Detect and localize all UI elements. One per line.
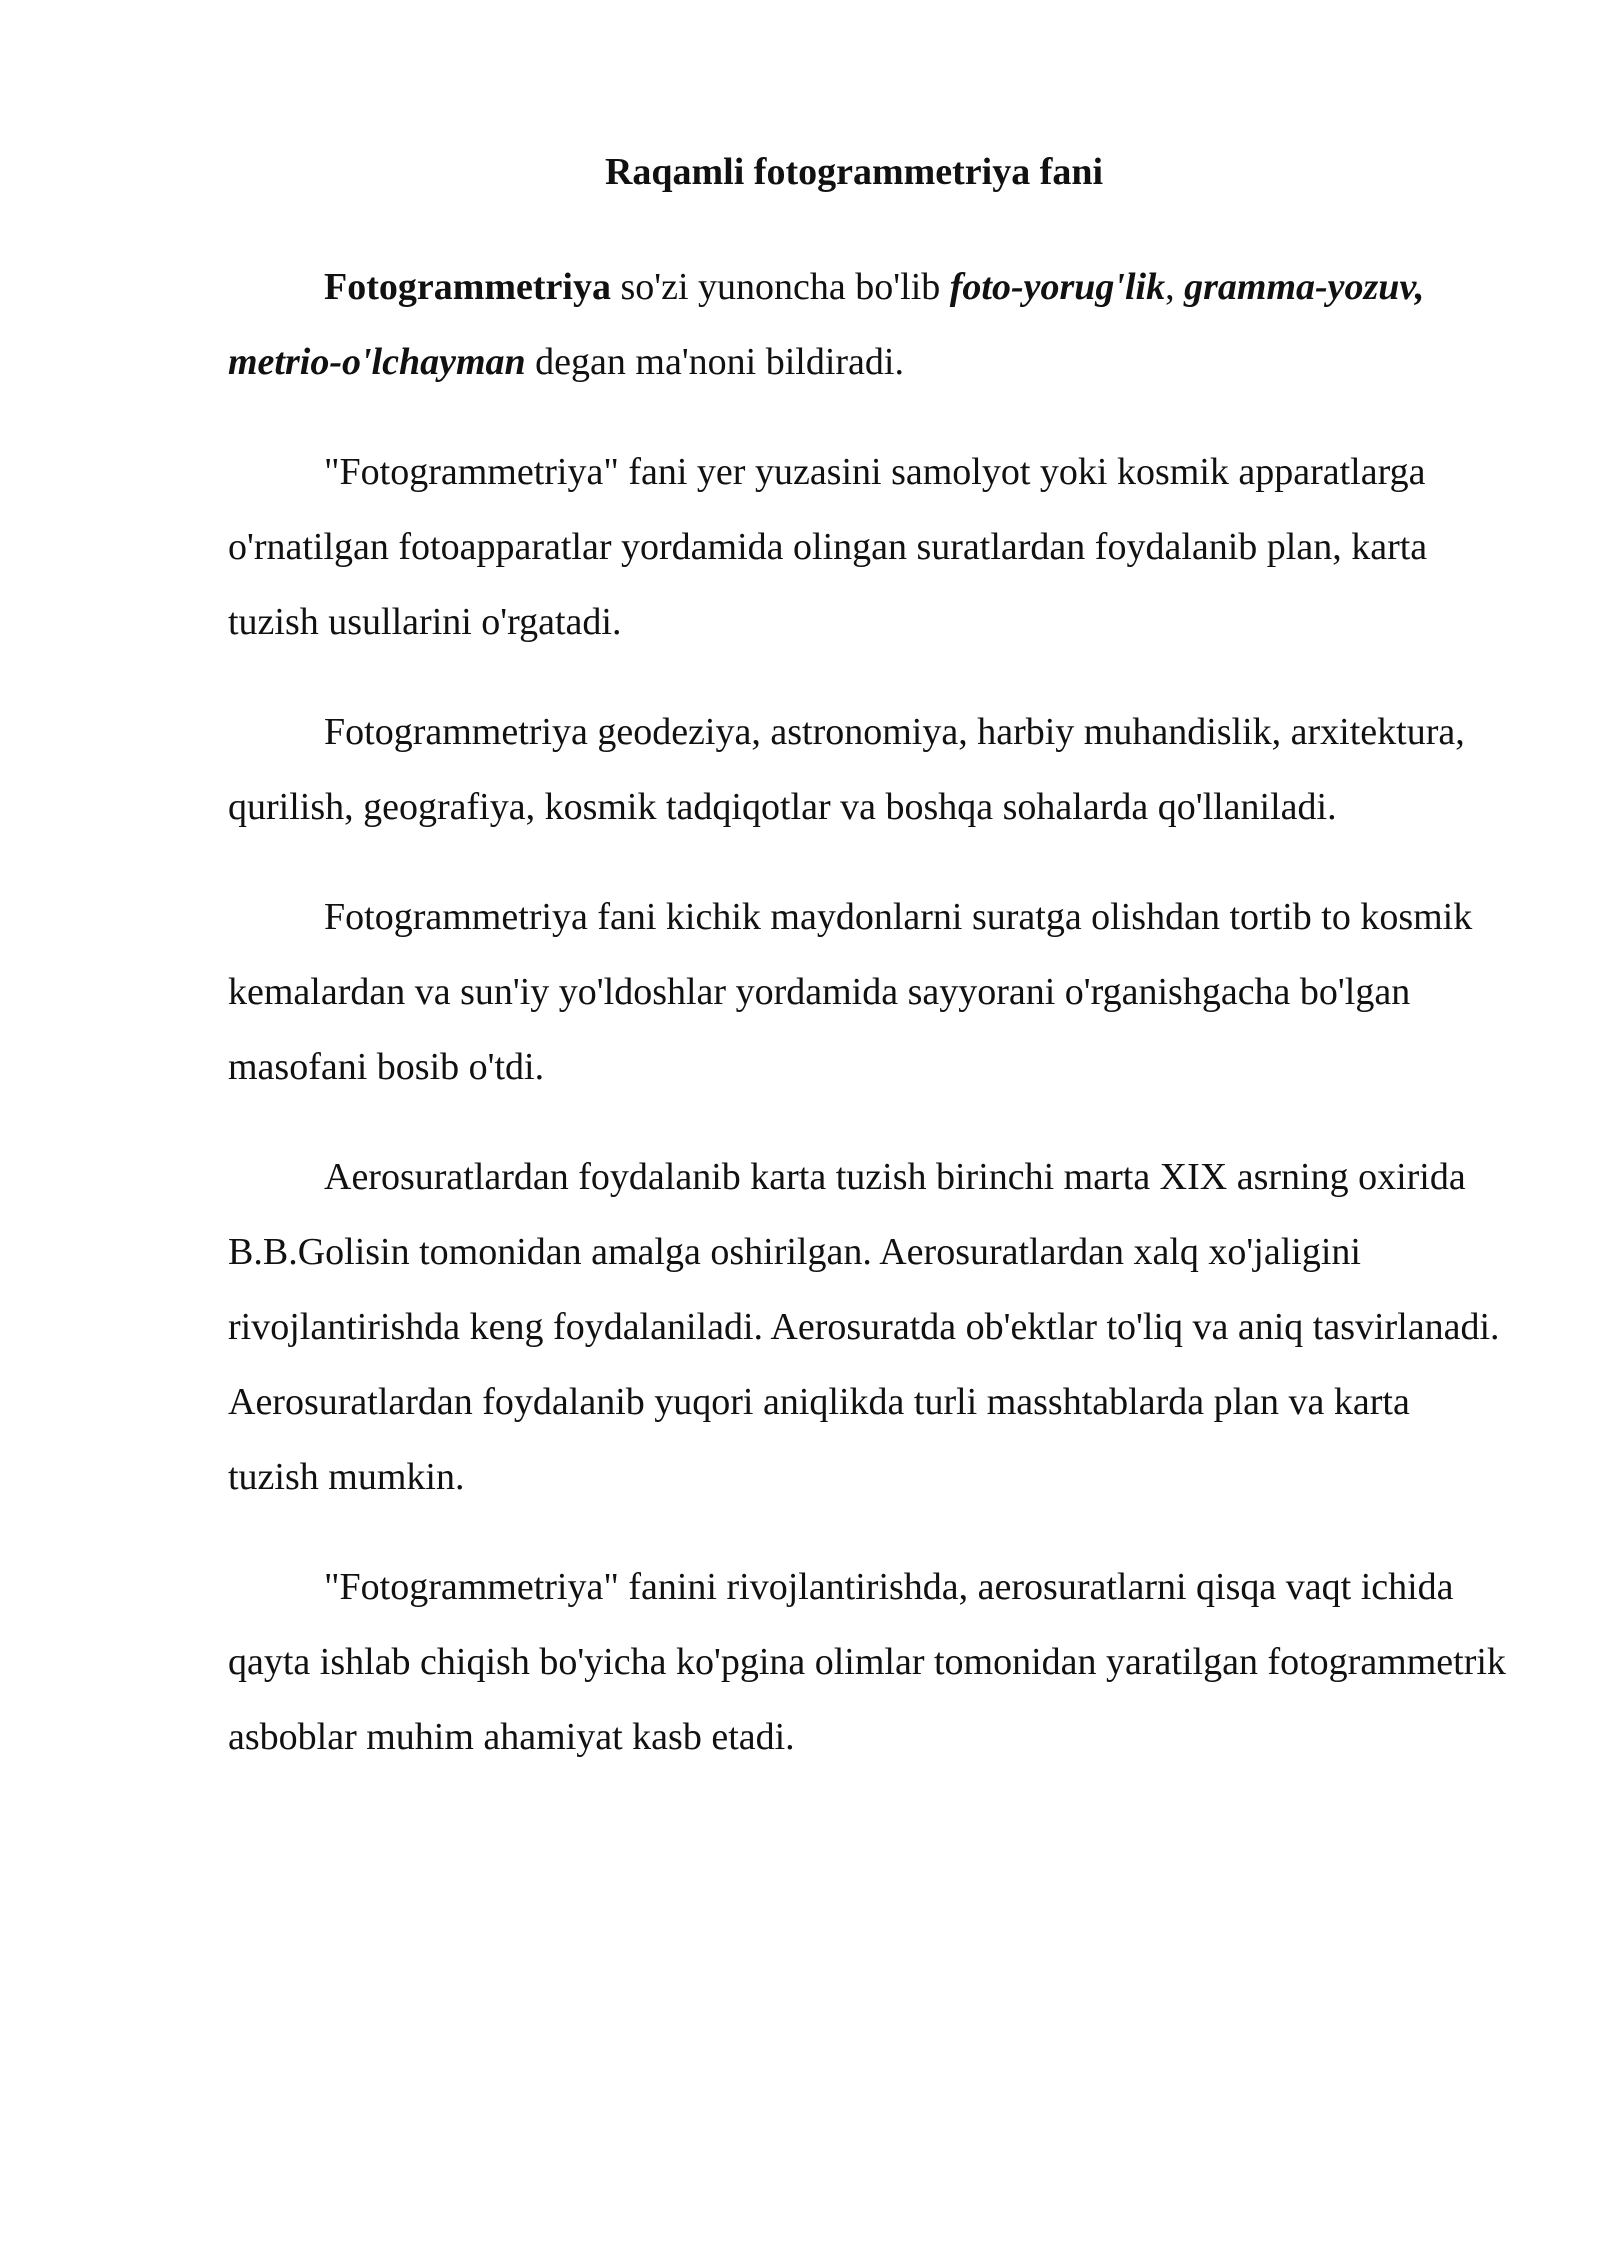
intro-paragraph: [228, 250, 1508, 400]
paragraph-applications: Fotogrammetriya geodeziya, astronomiya, harbiy muhandislik, arxitektura, qurilish, geografiya, kosmik tadqiqotlar va boshqa sohalarda qo'llaniladi.: [228, 710, 1465, 828]
intro-comma: ,: [1165, 265, 1185, 308]
intro-text-2: degan ma'noni bildiradi.: [525, 340, 904, 383]
paragraph-history: Fotogrammetriya fani kichik maydonlarni suratga olishdan tortib to kosmik kemalardan va sun'iy yo'ldoshlar yordamida sayyorani o'rganishgacha bo'lgan masofani bosib o'tdi.: [228, 895, 1473, 1088]
document-title: Raqamli fotogrammetriya fani: [604, 151, 1104, 193]
intro-meaning-1: foto-yorug'lik: [949, 265, 1166, 308]
paragraph-purpose: "Fotogrammetriya" fani yer yuzasini samolyot yoki kosmik apparatlarga o'rnatilgan fotoapparatlar yordamida olingan suratlardan foydalanib plan, karta tuzish usullarini o'rgatadi.: [228, 450, 1428, 643]
paragraph-instruments: "Fotogrammetriya" fanini rivojlantirishda, aerosuratlarni qisqa vaqt ichida qayta ishlab chiqish bo'yicha ko'pgina olimlar tomonidan yaratilgan fotogrammetrik asboblar muhim ahamiyat kasb etadi.: [228, 1565, 1506, 1758]
intro-term: Fotogrammetriya: [324, 265, 611, 308]
intro-meaning-2: gramma-yozuv, metrio-o'lchayman: [228, 265, 1425, 383]
paragraph-aerial-photos: Aerosuratlardan foydalanib karta tuzish birinchi marta XIX asrning oxirida B.B.Golisin tomonidan amalga oshirilgan. Aerosuratlardan xalq xo'jaligini rivojlantirishda keng foydalaniladi. Aerosuratda ob'ektlar to'liq va aniq tasvirlanadi. Aerosuratlardan foydalanib yuqori aniqlikda turli masshtablarda plan va karta tuzish mumkin.: [228, 1155, 1500, 1498]
document-page: [228, 150, 1508, 1810]
intro-text-1: so'zi yunoncha bo'lib: [611, 265, 950, 308]
